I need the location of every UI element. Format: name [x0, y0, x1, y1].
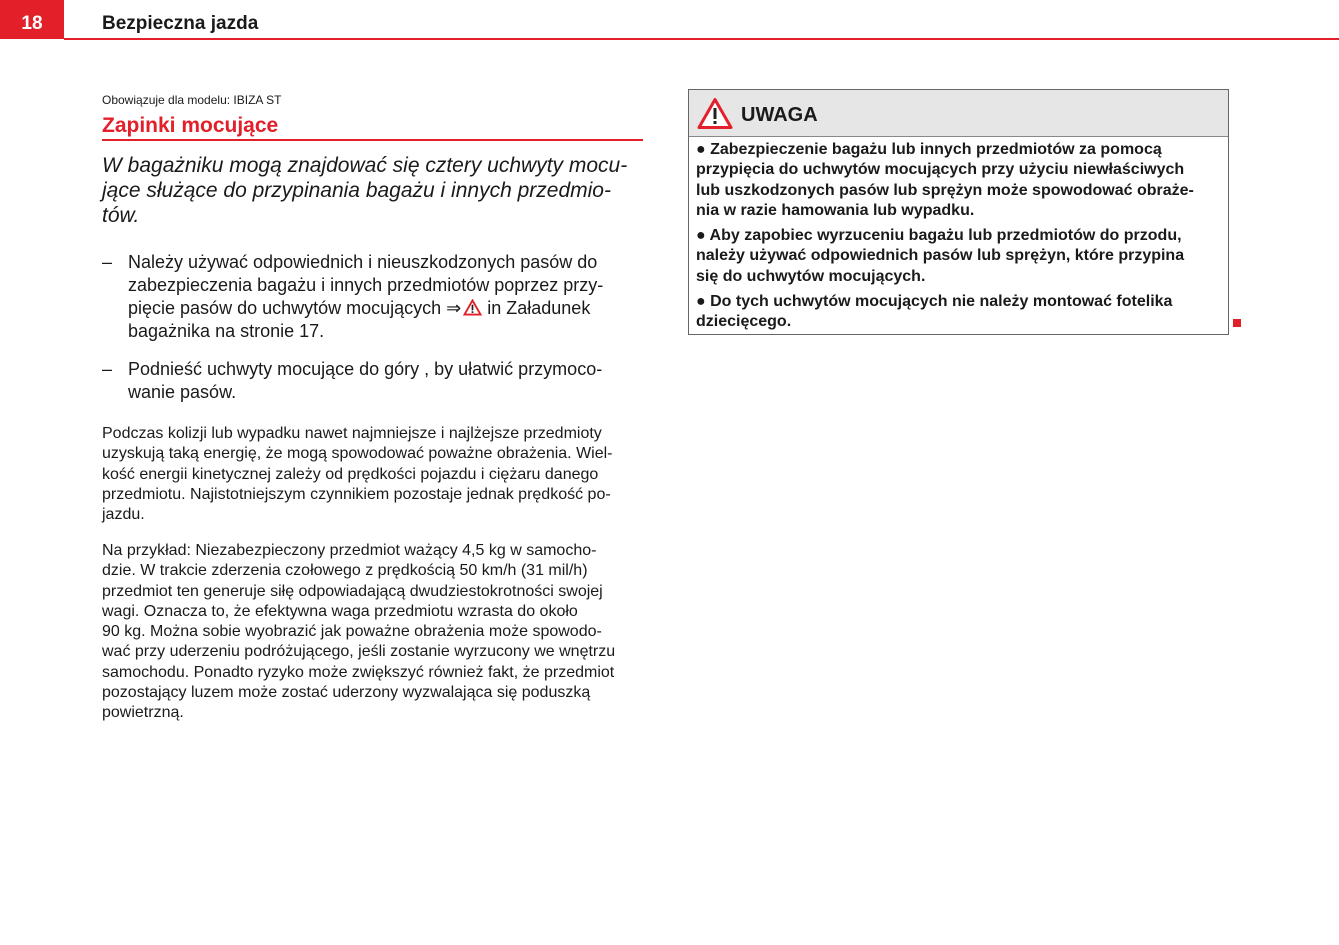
header-divider [64, 38, 1339, 40]
body-paragraph: Na przykład: Niezabezpieczony przedmiot ważący 4,5 kg w samocho- dzie. W trakcie zderzenia czołowego z prędkością 50 km/h (31 mil/h) przedmiot ten generuje siłę odpowiadającą dwudziestokrotności swojej wagi. Oznacza to, że efektywna waga przedmiotu wzrasta do około 90 kg. Można sobie wyobrazić jak poważne obrażenia może spowodo- wać przy uderzeniu podróżującego, jeśli zostanie wyrzucony we wnętrzu samochodu. Ponadto ryzyko może zwiększyć również fakt, że przedmiot pozostający luzem może zostać uderzony wyzwalająca się poduszką powietrzną. [102, 542, 616, 722]
model-applicability: Obowiązuje dla modelu: IBIZA ST [102, 93, 282, 107]
warning-triangle-icon [697, 97, 733, 130]
page-number: 18 [0, 0, 64, 39]
warning-title: UWAGA [741, 104, 818, 126]
cross-reference-link[interactable]: in Załadunek bagażnika na stronie 17. [128, 298, 591, 341]
chapter-title: Bezpieczna jazda [102, 13, 259, 34]
step-text: Należy używać odpowiednich i nieuszkodzonych pasów do zabezpieczenia bagażu i innych przedmiotów poprzez przy- pięcie pasów do uchwytów mocujących ⇒ [128, 252, 604, 318]
intro-text: W bagażniku mogą znajdować się cztery uchwyty mocu- jące służące do przypinania bagażu i innych przedmio- tów. [102, 154, 628, 227]
warning-item: ● Zabezpieczenie bagażu lub innych przedmiotów za pomocą przypięcia do uchwytów mocujących przy użyciu niewłaściwych lub uszkodzonych pasów lub sprężyn może spowodować obraże- nia w razie hamowania lub wypadku. [696, 141, 1194, 219]
section-end-marker [1233, 319, 1241, 327]
dash-bullet: – [102, 252, 113, 272]
warning-triangle-icon[interactable] [463, 299, 482, 316]
section-title: Zapinki mocujące [102, 114, 643, 141]
warning-header [689, 90, 1228, 137]
warning-item: ● Do tych uchwytów mocujących nie należy montować fotelika dziecięcego. [696, 293, 1173, 331]
body-paragraph: Podczas kolizji lub wypadku nawet najmniejsze i najlżejsze przedmioty uzyskują taką energię, że mogą spowodować poważne obrażenia. Wiel- kość energii kinetycznej zależy od prędkości pojazdu i ciężaru danego przedmiotu. Najistotniejszym czynnikiem pozostaje jednak prędkość po- jazdu. [102, 425, 613, 524]
dash-bullet: – [102, 359, 113, 379]
warning-item: ● Aby zapobiec wyrzuceniu bagażu lub przedmiotów do przodu, należy używać odpowiednich pasów lub sprężyn, które przypina się do uchwytów mocujących. [696, 227, 1185, 285]
step-text: Podnieść uchwyty mocujące do góry , by ułatwić przymoco- wanie pasów. [128, 359, 603, 402]
warning-box [688, 89, 1229, 335]
